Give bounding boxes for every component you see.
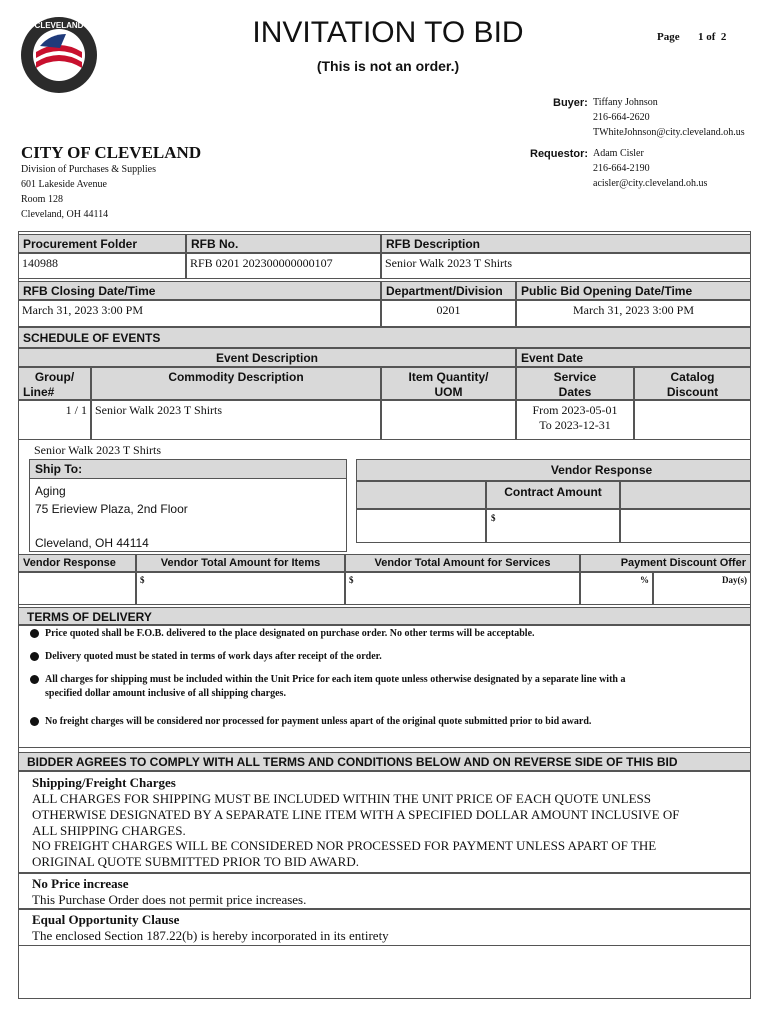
org-name: CITY OF CLEVELAND: [21, 143, 202, 162]
rfb-desc-value: Senior Walk 2023 T Shirts: [381, 253, 751, 279]
group-label-2: Line#: [23, 385, 55, 399]
contract-blank-right: [620, 481, 751, 509]
terms-item: [30, 674, 625, 685]
procurement-folder-header: [18, 234, 186, 253]
qty-label-2: UOM: [434, 385, 463, 399]
payment-discount-header: [580, 554, 751, 572]
svg-text:CLEVELAND: CLEVELAND: [34, 21, 84, 30]
contract-amount-label: Contract Amount: [504, 485, 602, 499]
org-line: 601 Lakeside Avenue: [21, 179, 107, 190]
eeo-text: The enclosed Section 187.22(b) is hereby incorporated in its entirety: [32, 928, 389, 943]
requestor-name: Adam Cisler: [593, 148, 644, 159]
closing-label: RFB Closing Date/Time: [23, 284, 156, 298]
service-to: To 2023-12-31: [539, 418, 611, 432]
group-header: [18, 367, 91, 400]
procurement-folder-value: 140988: [18, 253, 186, 279]
service-label-2: Dates: [558, 385, 592, 399]
contract-amount-header: [486, 481, 620, 509]
org-line: Cleveland, OH 44114: [21, 209, 109, 220]
service-from: From 2023-05-01: [532, 403, 618, 417]
opening-value: March 31, 2023 3:00 PM: [516, 300, 751, 327]
shipping-line: OTHERWISE DESIGNATED BY A SEPARATE LINE ITEM WITH A SPECIFIED DOLLAR AMOUNT INCLUSIVE OF: [32, 807, 680, 822]
event-date-label: Event Date: [521, 351, 584, 365]
page-label: Page: [657, 31, 680, 43]
ship-to-label: Ship To:: [35, 462, 83, 476]
requestor-email[interactable]: acisler@city.cleveland.oh.us: [593, 178, 708, 189]
vendor-response-label: Vendor Response: [23, 557, 116, 569]
closing-value: March 31, 2023 3:00 PM: [18, 300, 381, 327]
terms-text: No freight charges will be considered nor processed for payment unless apart of the original quote submitted prior to bid award.: [45, 716, 592, 727]
terms-text: Price quoted shall be F.O.B. delivered to the place designated on purchase order. No other terms will be acceptable.: [45, 628, 535, 639]
dollar-sign: $: [349, 575, 354, 585]
rfb-desc-label: RFB Description: [386, 237, 481, 251]
procurement-folder-label: Procurement Folder: [23, 237, 138, 251]
org-line: Room 128: [21, 194, 63, 205]
discount-days-input[interactable]: [653, 572, 751, 605]
terms-item: [30, 628, 535, 639]
dept-label: Department/Division: [386, 284, 503, 298]
buyer-phone: 216-664-2620: [593, 112, 650, 123]
total-items-header: [136, 554, 345, 572]
buyer-email[interactable]: TWhiteJohnson@city.cleveland.oh.us: [593, 127, 745, 138]
terms-text: Delivery quoted must be stated in terms of work days after receipt of the order.: [45, 651, 382, 662]
rfb-no-label: RFB No.: [191, 237, 239, 251]
price-text: This Purchase Order does not permit price increases.: [32, 892, 307, 907]
discount-percent-input[interactable]: [580, 572, 653, 605]
org-line: Division of Purchases & Supplies: [21, 164, 156, 175]
agree-header: [18, 752, 751, 771]
total-services-input[interactable]: [345, 572, 580, 605]
page-number: 1 of 2: [698, 31, 727, 43]
shipping-line: ALL CHARGES FOR SHIPPING MUST BE INCLUDED WITHIN THE UNIT PRICE OF EACH QUOTE UNLESS: [32, 791, 651, 806]
vendor-response-title: Vendor Response: [550, 463, 653, 477]
contract-amount-input[interactable]: [486, 509, 620, 543]
vendor-response-input[interactable]: [18, 572, 136, 605]
event-date-header: [516, 348, 751, 367]
terms-text: specified dollar amount inclusive of all shipping charges.: [45, 688, 286, 699]
requestor-label: Requestor:: [530, 148, 589, 160]
catalog-label-2: Discount: [666, 385, 719, 399]
percent-sign: %: [640, 575, 649, 585]
terms-box: [18, 625, 751, 748]
bullet-icon: [30, 629, 39, 638]
requestor-phone: 216-664-2190: [593, 163, 650, 174]
terms-text: All charges for shipping must be included within the Unit Price for each item quote unless otherwise designated by a separate line with a: [45, 674, 626, 685]
qty-header: [381, 367, 516, 400]
document-subtitle: (This is not an order.): [316, 58, 460, 74]
line-group: 1 / 1: [18, 400, 91, 440]
service-header: [516, 367, 634, 400]
agree-title: BIDDER AGREES TO COMPLY WITH ALL TERMS AND CONDITIONS BELOW AND ON REVERSE SIDE OF THIS BID: [27, 755, 678, 769]
line-catalog: [634, 400, 751, 440]
shipping-line: ORIGINAL QUOTE SUBMITTED PRIOR TO BID AWARD.: [32, 854, 359, 869]
schedule-header: [18, 327, 751, 348]
commodity-header: [91, 367, 381, 400]
ship-line: 75 Erieview Plaza, 2nd Floor: [35, 502, 188, 516]
shipping-title: Shipping/Freight Charges: [32, 775, 176, 790]
bullet-icon: [30, 675, 39, 684]
opening-header: [516, 281, 751, 300]
opening-label: Public Bid Opening Date/Time: [521, 284, 693, 298]
shipping-line: ALL SHIPPING CHARGES.: [32, 823, 186, 838]
dept-header: [381, 281, 516, 300]
document-title: INVITATION TO BID: [252, 16, 524, 49]
rfb-no-value: RFB 0201 202300000000107: [186, 253, 381, 279]
total-services-label: Vendor Total Amount for Services: [374, 557, 551, 569]
total-items-input[interactable]: [136, 572, 345, 605]
terms-item: [30, 651, 382, 662]
rfb-desc-header: [381, 234, 751, 253]
total-items-label: Vendor Total Amount for Items: [160, 557, 321, 569]
contract-blank-header: [356, 481, 486, 509]
buyer-name: Tiffany Johnson: [593, 97, 658, 108]
contract-right-cell: [620, 509, 751, 543]
ship-line: Aging: [35, 484, 66, 498]
dollar-sign: $: [140, 575, 145, 585]
extended-desc: Senior Walk 2023 T Shirts: [34, 443, 162, 457]
city-seal: [20, 16, 98, 94]
vendor-response-col-header: [18, 554, 136, 572]
ship-to-header: [29, 459, 347, 479]
terms-title: TERMS OF DELIVERY: [27, 610, 152, 624]
line-qty: [381, 400, 516, 440]
closing-header: [18, 281, 381, 300]
payment-discount-label: Payment Discount Offer: [620, 557, 746, 569]
price-title: No Price increase: [32, 876, 129, 891]
group-label-1: Group/: [34, 370, 75, 384]
service-label-1: Service: [553, 370, 597, 384]
catalog-label-1: Catalog: [670, 370, 715, 384]
shipping-line: NO FREIGHT CHARGES WILL BE CONSIDERED NOR PROCESSED FOR PAYMENT UNLESS APART OF THE: [32, 838, 657, 853]
terms-item: [30, 716, 591, 727]
schedule-title: SCHEDULE OF EVENTS: [23, 331, 161, 345]
bullet-icon: [30, 717, 39, 726]
event-desc-header: [18, 348, 516, 367]
rfb-no-header: [186, 234, 381, 253]
days-label: Day(s): [722, 575, 747, 585]
line-desc: Senior Walk 2023 T Shirts: [91, 400, 381, 440]
line-service-dates: [516, 400, 634, 440]
buyer-label: Buyer:: [553, 97, 588, 109]
event-desc-label: Event Description: [215, 351, 319, 365]
ship-line: Cleveland, OH 44114: [35, 536, 149, 550]
catalog-header: [634, 367, 751, 400]
dollar-sign: $: [491, 513, 496, 523]
terms-header: [18, 607, 751, 625]
commodity-label: Commodity Description: [168, 370, 304, 384]
vendor-response-header: [356, 459, 751, 481]
bullet-icon: [30, 652, 39, 661]
total-services-header: [345, 554, 580, 572]
dept-value: 0201: [381, 300, 516, 327]
contract-blank-cell: [356, 509, 486, 543]
eeo-title: Equal Opportunity Clause: [32, 912, 180, 927]
qty-label-1: Item Quantity/: [408, 370, 489, 384]
